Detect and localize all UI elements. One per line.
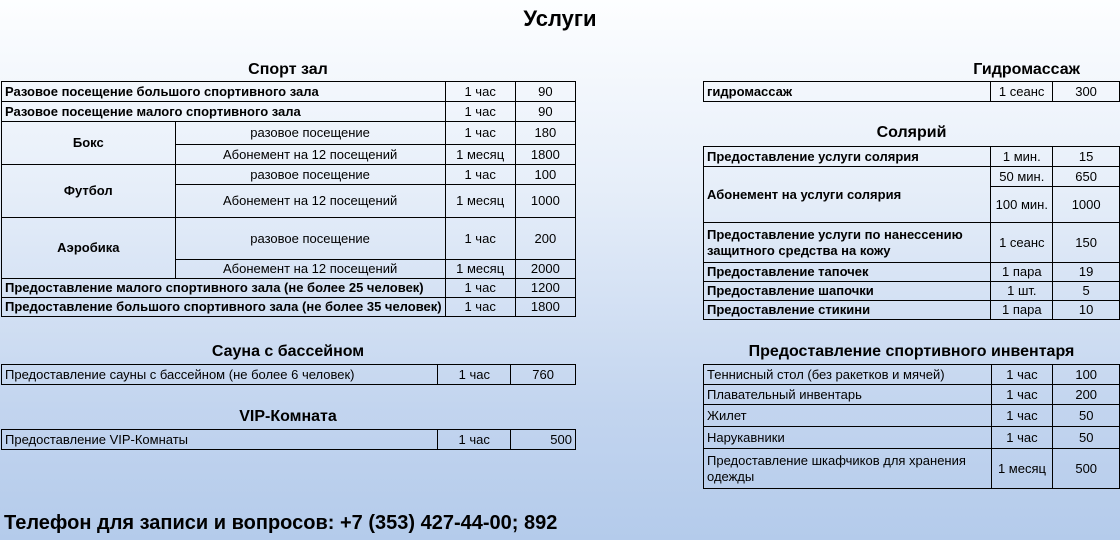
service-price: 100	[1053, 365, 1120, 385]
sport-title: Спорт зал	[248, 61, 328, 78]
service-price: 1000	[515, 185, 575, 218]
service-name: Предоставление сауны с бассейном (не более 6 человек)	[2, 365, 438, 385]
service-name: Разовое посещение малого спортивного зала	[2, 102, 446, 122]
service-price: 50	[1053, 427, 1120, 449]
service-price: 10	[1053, 301, 1120, 320]
service-period: 50 мин.	[991, 167, 1053, 187]
service-price: 500	[1053, 449, 1120, 489]
service-name: Предоставление шапочки	[704, 282, 991, 301]
service-name: Разовое посещение большого спортивного зала	[2, 82, 446, 102]
table-row	[2, 430, 576, 450]
service-price: 5	[1053, 282, 1120, 301]
service-price: 1000	[1053, 187, 1120, 223]
service-price: 15	[1053, 147, 1120, 167]
service-name: разовое посещение	[175, 122, 445, 145]
sauna-table	[1, 364, 576, 385]
table-row	[2, 165, 576, 185]
solarium-title: Солярий	[876, 124, 947, 141]
service-period: 1 час	[991, 427, 1053, 449]
group-name-boxing: Бокс	[2, 122, 176, 165]
service-period: 1 час	[445, 218, 515, 260]
service-name: Предоставление услуги по нанессению защитного средства на кожу	[704, 223, 991, 263]
service-name: Абонемент на 12 посещений	[175, 145, 445, 165]
table-row	[2, 298, 576, 317]
service-name: гидромассаж	[704, 82, 991, 102]
service-name: Абонемент на 12 посещений	[175, 260, 445, 279]
service-name: Плавательный инвентарь	[704, 385, 992, 405]
service-name: Абонемент на услуги солярия	[704, 167, 991, 223]
service-period: 1 сеанс	[991, 82, 1053, 102]
service-price: 150	[1053, 223, 1120, 263]
service-period: 1 сеанс	[991, 223, 1053, 263]
vip-title: VIP-Комната	[239, 408, 337, 425]
service-name: Теннисный стол (без ракетков и мячей)	[704, 365, 992, 385]
inventory-table	[703, 364, 1120, 489]
table-row	[704, 385, 1120, 405]
service-period: 1 час	[445, 122, 515, 145]
table-row	[2, 102, 576, 122]
sport-table	[1, 81, 576, 317]
service-period: 1 час	[445, 298, 515, 317]
service-period: 1 пара	[991, 301, 1053, 320]
service-period: 1 шт.	[991, 282, 1053, 301]
table-row	[2, 279, 576, 298]
table-row	[2, 218, 576, 260]
service-period: 1 час	[991, 365, 1053, 385]
service-name: Нарукавники	[704, 427, 992, 449]
inventory-title: Предоставление спортивного инвентаря	[748, 343, 1075, 360]
service-name: Предоставление большого спортивного зала (не более 35 человек)	[2, 298, 446, 317]
table-row	[704, 282, 1120, 301]
table-row	[2, 122, 576, 145]
service-period: 1 час	[445, 165, 515, 185]
service-price: 500	[511, 430, 576, 450]
service-price: 200	[1053, 385, 1120, 405]
table-row	[2, 82, 576, 102]
service-name: Предоставление тапочек	[704, 263, 991, 282]
service-period: 1 месяц	[445, 260, 515, 279]
service-price: 1800	[515, 298, 575, 317]
hydro-table	[703, 81, 1120, 102]
table-row	[704, 167, 1120, 187]
service-period: 1 час	[445, 279, 515, 298]
table-row	[704, 449, 1120, 489]
service-price: 100	[515, 165, 575, 185]
service-period: 1 месяц	[991, 449, 1053, 489]
table-row	[704, 82, 1120, 102]
service-name: разовое посещение	[175, 218, 445, 260]
service-price: 1200	[515, 279, 575, 298]
page-title: Услуги	[523, 6, 597, 31]
service-period: 1 мин.	[991, 147, 1053, 167]
service-period: 1 час	[991, 405, 1053, 427]
service-period: 1 месяц	[445, 185, 515, 218]
table-row	[704, 427, 1120, 449]
service-price: 650	[1053, 167, 1120, 187]
service-price: 180	[515, 122, 575, 145]
group-name-aerobics: Аэробика	[2, 218, 176, 279]
service-price: 2000	[515, 260, 575, 279]
service-price: 300	[1053, 82, 1120, 102]
sauna-title: Сауна с бассейном	[211, 343, 365, 360]
service-price: 90	[515, 102, 575, 122]
service-price: 50	[1053, 405, 1120, 427]
contact-phone: Телефон для записи и вопросов: +7 (353) 427-44-00; 892	[4, 512, 558, 534]
service-name: Предоставление стикини	[704, 301, 991, 320]
solarium-table	[703, 146, 1120, 320]
service-price: 90	[515, 82, 575, 102]
table-row	[704, 147, 1120, 167]
service-name: Предоставление услуги солярия	[704, 147, 991, 167]
group-name-football: Футбол	[2, 165, 176, 218]
service-period: 1 час	[445, 82, 515, 102]
table-row	[2, 365, 576, 385]
service-name: разовое посещение	[175, 165, 445, 185]
table-row	[704, 263, 1120, 282]
service-period: 1 пара	[991, 263, 1053, 282]
service-name: Жилет	[704, 405, 992, 427]
service-name: Предоставление малого спортивного зала (не более 25 человек)	[2, 279, 446, 298]
vip-table	[1, 429, 576, 450]
service-price: 1800	[515, 145, 575, 165]
service-name: Абонемент на 12 посещений	[175, 185, 445, 218]
service-period: 1 час	[991, 385, 1053, 405]
hydro-title: Гидромассаж	[973, 61, 1080, 78]
service-period: 1 месяц	[445, 145, 515, 165]
service-price: 19	[1053, 263, 1120, 282]
table-row	[704, 365, 1120, 385]
service-period: 100 мин.	[991, 187, 1053, 223]
table-row	[704, 405, 1120, 427]
service-period: 1 час	[438, 430, 511, 450]
service-period: 1 час	[445, 102, 515, 122]
service-name: Предоставление шкафчиков для хранения одежды	[704, 449, 992, 489]
service-name: Предоставление VIP-Комнаты	[2, 430, 438, 450]
table-row	[704, 301, 1120, 320]
table-row	[704, 223, 1120, 263]
service-period: 1 час	[438, 365, 511, 385]
service-price: 200	[515, 218, 575, 260]
service-price: 760	[511, 365, 576, 385]
